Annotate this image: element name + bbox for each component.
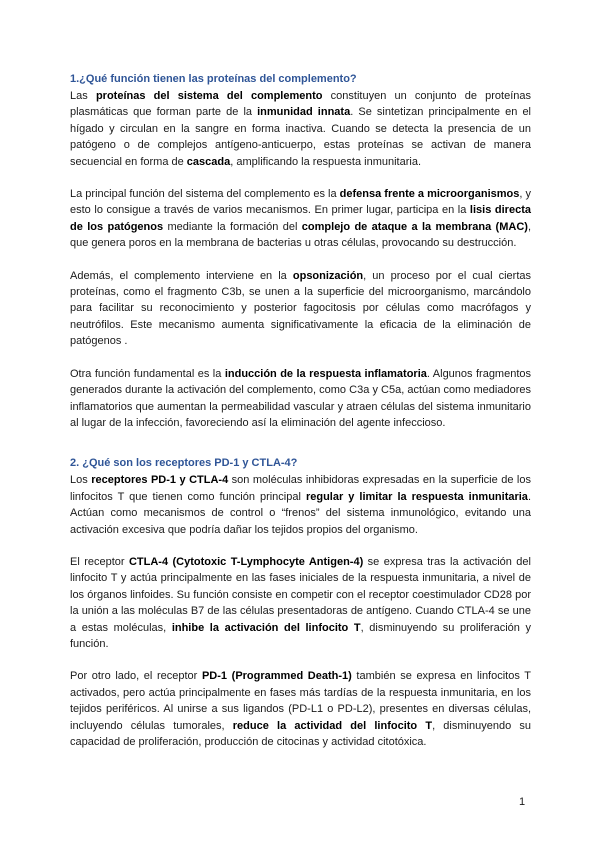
section-1-paragraph-2 <box>70 186 531 252</box>
document-page <box>70 71 531 750</box>
section-1-paragraph-1 <box>70 88 531 170</box>
section-1-paragraph-4 <box>70 366 531 432</box>
bold-text-run: opsonización <box>292 269 364 282</box>
text-run: Por otro lado, el receptor <box>70 670 202 683</box>
bold-text-run: PD-1 (Programmed Death-1) <box>201 670 352 683</box>
section-1-heading: 1.¿Qué función tienen las proteínas del complemento? <box>70 73 357 85</box>
page-number: 1 <box>519 796 526 808</box>
text-run: , amplificando la respuesta inmunitaria. <box>230 155 421 168</box>
bold-text-run: inmunidad innata <box>257 106 351 119</box>
bold-text-run: regular y limitar la respuesta inmunitaria <box>305 490 528 503</box>
text-run: . Actúan como mecanismos de control o “frenos” del sistema inmunológico, evitando una activación excesiva que podría dañar los tejidos propios del organismo. <box>70 490 531 536</box>
section-2-paragraph-3 <box>70 668 531 750</box>
bold-text-run: CTLA-4 (Cytotoxic T-Lymphocyte Antigen-4) <box>128 555 364 568</box>
section-2-heading: 2. ¿Qué son los receptores PD-1 y CTLA-4? <box>70 457 298 470</box>
text-run: son moléculas inhibidoras expresadas en la superficie de los linfocitos T que tienen como función principal <box>70 474 531 503</box>
text-run: también se expresa en linfocitos T activados, pero actúa principalmente en fases más tardías de la respuesta inmunitaria, en los tejidos periféricos. Al unirse a sus ligandos (PD-L1 o PD-L2), presentes en diversas células, incluyendo células tumorales, <box>70 670 531 732</box>
bold-text-run: inducción de la respuesta inflamatoria <box>224 367 427 380</box>
text-run: , que genera poros en la membrana de bacterias u otras células, provocando su destrucción. <box>70 220 532 250</box>
text-run: El receptor <box>70 555 129 568</box>
text-run: mediante la formación del <box>163 220 302 233</box>
text-run: Además, el complemento interviene en la <box>70 269 293 282</box>
bold-text-run: inhibe la activación del linfocito T <box>171 621 361 634</box>
text-run: . Algunos fragmentos generados durante la activación del complemento, como C3a y C5a, actúan como mediadores inflamatorios que aumentan la permeabilidad vascular y atraen células del sistema inmunitario al lugar de la infección, favoreciendo así la eliminación del agente infeccioso. <box>70 367 532 429</box>
section-2-paragraph-1 <box>70 472 531 538</box>
text-run: . Se sintetizan principalmente en el hígado y circulan en la sangre en forma inactiva. Cuando se detecta la presencia de un patógeno o de complejos antígeno-anticuerpo, estas proteínas se activan de manera secuencial en forma de <box>70 106 532 168</box>
bold-text-run: receptores PD-1 y CTLA-4 <box>91 474 229 487</box>
text-run: , un proceso por el cual ciertas proteínas, como el fragmento C3b, se unen a la superficie del microorganismo, marcándolo para facilitar su reconocimiento y posterior fagocitosis por células como macrófagos y neutrófilos. Este mecanismo aumenta significativamente la eficacia de la eliminación de patógenos . <box>70 269 531 348</box>
text-run: constituyen un conjunto de proteínas plasmáticas que forman parte de la <box>70 90 531 119</box>
bold-text-run: complejo de ataque a la membrana (MAC) <box>301 220 528 233</box>
bold-text-run: defensa frente a microorganismos <box>339 188 520 201</box>
text-run: Otra función fundamental es la <box>70 367 225 380</box>
text-run: se expresa tras la activación del linfocito T y actúa principalmente en las fases iniciales de la respuesta inmunitaria, a nivel de los órganos linfoides. Su función consiste en competir con el receptor coestimulador CD28 por la unión a las moléculas B7 de las células presentadoras de antígeno. Cuando CTLA-4 se une a estas moléculas, <box>70 555 531 634</box>
text-run: , y esto lo consigue a través de varios mecanismos. En primer lugar, participa en la <box>70 188 532 217</box>
bold-text-run: cascada <box>186 155 231 168</box>
bold-text-run: proteínas del sistema del complemento <box>95 90 323 102</box>
bold-text-run: lisis directa de los patógenos <box>70 204 531 233</box>
bold-text-run: reduce la actividad del linfocito T <box>232 719 433 732</box>
text-run: , disminuyendo su proliferación y función. <box>70 621 531 650</box>
section-2-paragraph-2 <box>70 554 531 652</box>
text-run: , disminuyendo su capacidad de proliferación, producción de citocinas y actividad citotóxica. <box>70 719 531 748</box>
text-run: La principal función del sistema del complemento es la <box>70 188 340 201</box>
section-1-paragraph-3 <box>70 268 531 350</box>
text-run: Las <box>70 90 96 102</box>
text-run: Los <box>70 474 92 487</box>
